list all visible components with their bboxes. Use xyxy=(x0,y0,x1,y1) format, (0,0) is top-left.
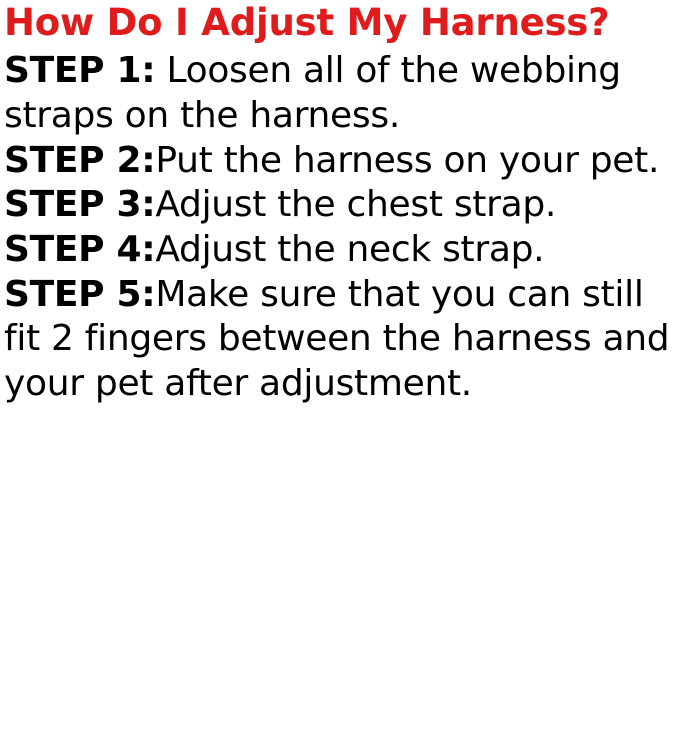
page-title: How Do I Adjust My Harness? xyxy=(4,1,610,44)
list-item xyxy=(4,273,675,407)
list-item xyxy=(4,228,675,273)
steps-list xyxy=(4,49,675,406)
list-item xyxy=(4,183,675,228)
step-label: STEP 1: xyxy=(4,50,156,92)
step-label: STEP 4: xyxy=(4,228,156,270)
step-text: Make sure that you can still fit 2 fingers between the harness and your pet after adjustment. xyxy=(4,273,670,404)
step-text: Adjust the neck strap. xyxy=(155,228,545,270)
step-text: Put the harness on your pet. xyxy=(155,139,660,181)
step-label: STEP 5: xyxy=(4,273,156,315)
step-label: STEP 2: xyxy=(4,139,156,181)
step-label: STEP 3: xyxy=(4,184,156,226)
step-text: Adjust the chest strap. xyxy=(155,184,557,226)
list-item xyxy=(4,49,675,138)
step-text: Loosen all of the webbing straps on the harness. xyxy=(4,50,621,137)
list-item xyxy=(4,139,675,184)
